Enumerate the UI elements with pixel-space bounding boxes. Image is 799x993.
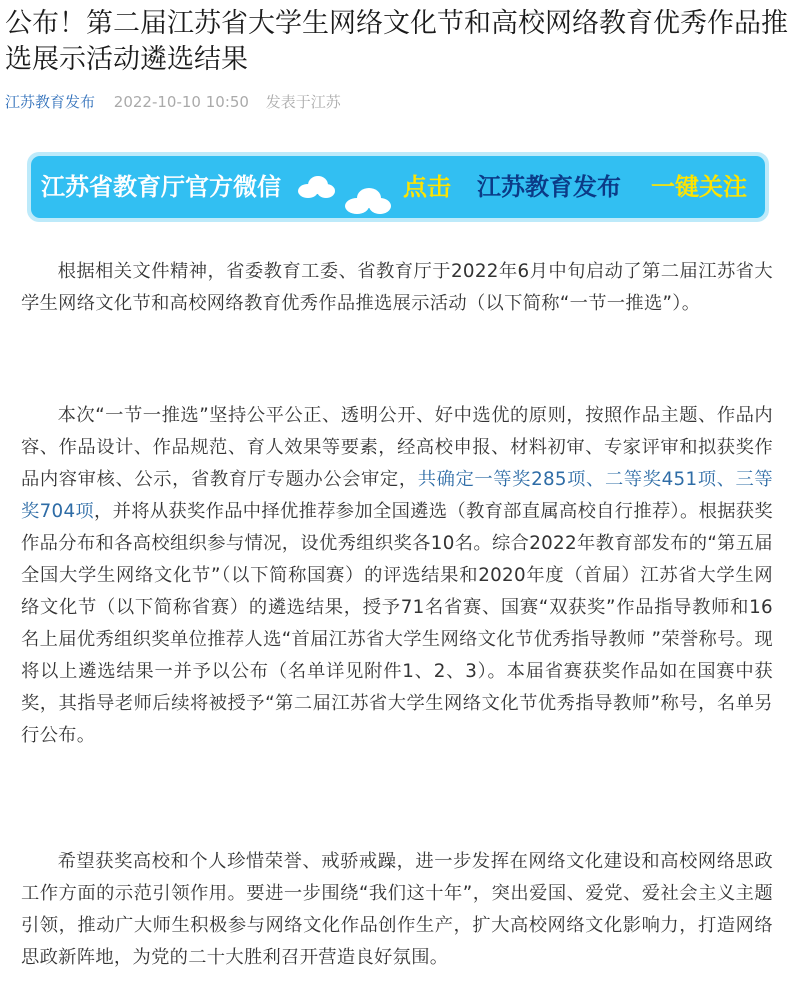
banner-left-text: 江苏省教育厅官方微信	[41, 173, 281, 201]
article-body	[0, 232, 799, 993]
follow-banner-inner	[31, 156, 765, 218]
award-count-highlight: 共确定一等奖285项、二等奖451项、三等奖704项	[21, 469, 773, 522]
cloud-icon	[343, 186, 393, 216]
paragraph-1: 根据相关文件精神，省委教育工委、省教育厅于2022年6月中旬启动了第二届江苏省大学生网络文化节和高校网络教育优秀作品推选展示活动（以下简称“一节一推选”）。	[21, 261, 773, 314]
banner-follow-text[interactable]: 一键关注	[651, 173, 747, 201]
banner-account-name: 江苏教育发布	[477, 173, 621, 201]
paragraph-3: 希望获奖高校和个人珍惜荣誉、戒骄戒躁，进一步发挥在网络文化建设和高校网络思政工作方面的示范引领作用。要进一步围绕“我们这十年”，突出爱国、爱党、爱社会主义主题引领，推动广大师生积极参与网络文化作品创作生产，扩大高校网络文化影响力，打造网络思政新阵地，为党的二十大胜利召开营造良好氛围。	[21, 851, 773, 968]
cloud-icon	[296, 174, 336, 200]
article-meta	[5, 91, 341, 113]
banner-click-text: 点击	[403, 173, 451, 201]
follow-banner[interactable]	[27, 152, 769, 222]
article-title: 公布！第二届江苏省大学生网络文化节和高校网络教育优秀作品推选展示活动遴选结果	[5, 8, 788, 75]
publish-location: 发表于江苏	[265, 93, 341, 111]
paragraph-2-text-a: 本次“一节一推选”坚持公平公正、透明公开、好中选优的原则，按照作品主题、作品内容、作品设计、作品规范、育人效果等要素，经高校申报、材料初审、专家评审和拟获奖作品内容审核、公示，省教育厅专题办公会审定，	[21, 405, 773, 490]
publish-datetime: 2022-10-10 10:50	[113, 93, 249, 111]
paragraph-2	[21, 400, 773, 752]
account-name-link[interactable]: 江苏教育发布	[5, 93, 96, 111]
paragraph-2-text-b: ，并将从获奖作品中择优推荐参加全国遴选（教育部直属高校自行推荐）。根据获奖作品分布和各高校组织参与情况，设优秀组织奖各10名。综合2022年教育部发布的“第五届全国大学生网络文化节”（以下简称国赛）的评选结果和2020年度（首届）江苏省大学生网络文化节（以下简称省赛）的遴选结果，授予71名省赛、国赛“双获奖”作品指导教师和16名上届优秀组织奖单位推荐人选“首届江苏省大学生网络文化节优秀指导教师 ”荣誉称号。现将以上遴选结果一并予以公布（名单详见附件1、2、3）。本届省赛获奖作品如在国赛中获奖，其指导老师后续将被授予“第二届江苏省大学生网络文化节优秀指导教师”称号，名单另行公布。	[21, 501, 773, 746]
